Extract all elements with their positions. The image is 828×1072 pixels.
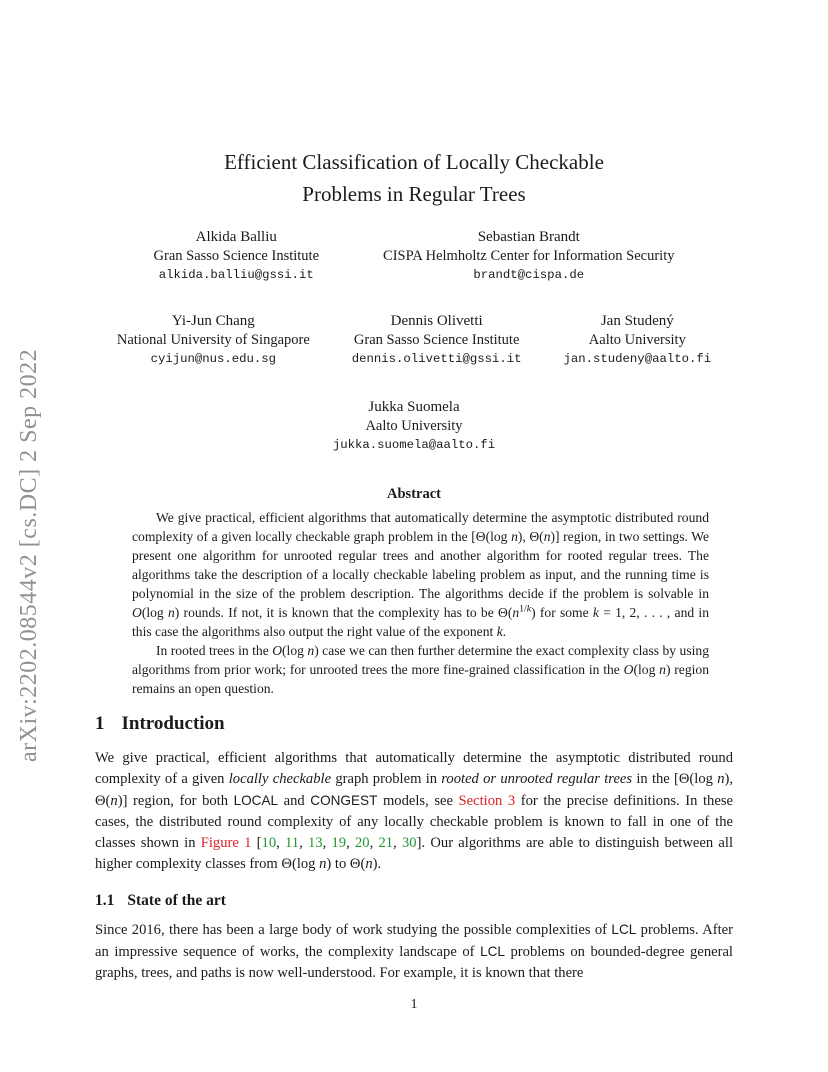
text-run: n [307, 643, 315, 658]
text-run: ). [372, 856, 382, 872]
text-run: k [496, 624, 503, 639]
text-run: ) region remains an open question. [132, 662, 709, 696]
page-number: 1 [410, 997, 418, 1012]
author-name: Sebastian Brandt [477, 229, 580, 245]
introduction-paragraph-1 [95, 748, 733, 875]
text-run: problems on bounded-degree general graphs, trees, and paths is now well-understood. For example, it is known that there [95, 944, 733, 981]
text-run: In rooted trees in the [156, 643, 273, 658]
text-run: in the [Θ(log [632, 771, 718, 787]
author-email: cyijun@nus.edu.sg [150, 352, 277, 366]
state-of-the-art-paragraph-1 [95, 919, 733, 984]
authors-row-3 [95, 397, 733, 454]
text-run: LOCAL [233, 793, 279, 808]
text-run: n [110, 793, 118, 809]
text-run: (log [141, 605, 168, 620]
author-block [333, 397, 495, 454]
text-run: , [322, 835, 332, 851]
text-run: n [319, 856, 327, 872]
text-run: graph problem in [331, 771, 442, 787]
text-run: ]. Our algorithms are able to distinguish between all higher complexity classes from Θ(log [95, 835, 733, 872]
ref-section-3[interactable]: Section 3 [458, 793, 516, 809]
author-affiliation: CISPA Helmholtz Center for Information Security [383, 248, 675, 264]
author-block [352, 311, 522, 368]
section-title: Introduction [121, 713, 225, 734]
section-number: 1 [95, 713, 105, 734]
text-run: , [299, 835, 308, 851]
text-run: n [543, 529, 551, 544]
cite-21[interactable]: 21 [378, 835, 394, 851]
text-run: , [369, 835, 379, 851]
text-run: , [346, 835, 355, 851]
text-run: ) case we can then further determine the exact complexity class by using algorithms from prior work; for unrooted trees the more fine-grained classification in the [132, 643, 709, 677]
arxiv-identifier-label: arXiv:2202.08544v2 [cs.DC] 2 Sep 2022 [16, 348, 42, 762]
text-run: (log [633, 662, 660, 677]
text-run: 1/ [519, 603, 527, 615]
cite-11[interactable]: 11 [285, 835, 300, 851]
abstract-section [95, 485, 733, 698]
text-run: for the precise definitions. In these cases, the distributed round complexity of any locally checkable problem is known to fall in one of the classes shown in [95, 793, 733, 851]
abstract-heading: Abstract [387, 486, 441, 502]
text-run: models, see [377, 793, 459, 809]
author-email: jan.studeny@aalto.fi [563, 352, 712, 366]
text-run: n [659, 662, 666, 677]
text-run: Since 2016, there has been a large body of work studying the possible complexities of [95, 922, 612, 938]
text-run: n [167, 605, 175, 620]
author-block [154, 227, 320, 284]
text-run: problems. After an impressive sequence of works, the complexity landscape of [95, 922, 733, 960]
author-email: dennis.olivetti@gssi.it [351, 352, 522, 366]
author-block [564, 311, 712, 368]
text-run: )] region, for both [117, 793, 234, 809]
text-run: LCL [480, 944, 505, 959]
cite-20[interactable]: 20 [355, 835, 370, 851]
text-run: )] region, in two settings. We present one algorithm for unrooted regular trees and another algorithm for rooted regular trees. The algorithms take the description of a locally checkable labeling problem as input, and the running time is polynomial in the size of the problem description. The algorithms decide if the problem is solvable in [132, 529, 710, 601]
abstract-paragraph-2 [132, 641, 709, 698]
authors-row-2 [95, 311, 733, 368]
author-name: Alkida Balliu [195, 229, 277, 245]
text-run: O [623, 662, 634, 677]
cite-13[interactable]: 13 [308, 835, 323, 851]
author-name: Yi-Jun Chang [171, 313, 255, 329]
author-name: Jan Studený [600, 313, 674, 329]
text-run: rooted or unrooted regular trees [441, 771, 633, 787]
text-run: O [132, 605, 142, 620]
author-block [383, 227, 674, 284]
subsection-number: 1.1 [95, 892, 115, 909]
paper-title-line2: Problems in Regular Trees [302, 182, 526, 206]
cite-19[interactable]: 19 [331, 835, 347, 851]
author-affiliation: Gran Sasso Science Institute [353, 332, 520, 348]
author-affiliation: National University of Singapore [116, 332, 310, 348]
text-run: , [393, 835, 402, 851]
author-email: brandt@cispa.de [473, 268, 585, 282]
text-run: O [272, 643, 283, 658]
abstract-paragraph-1 [132, 508, 709, 641]
text-run: locally checkable [228, 771, 332, 787]
paper-title [95, 146, 733, 210]
author-name: Jukka Suomela [368, 399, 460, 415]
text-run: We give practical, efficient algorithms that automatically determine the asymptotic distributed round complexity of a given [95, 750, 733, 787]
paper-content [95, 0, 733, 984]
cite-30[interactable]: 30 [402, 835, 417, 851]
subsection-heading-state-of-the-art [95, 892, 733, 910]
section-heading-introduction [95, 713, 733, 735]
text-run: (log [282, 643, 308, 658]
text-run: n [512, 605, 520, 620]
paper-title-line1: Efficient Classification of Locally Checkable [224, 150, 604, 174]
author-affiliation: Aalto University [365, 418, 463, 434]
text-run: [ [251, 835, 262, 851]
text-run: and [278, 793, 311, 809]
subsection-title: State of the art [127, 892, 226, 909]
ref-figure-1[interactable]: Figure 1 [200, 835, 252, 851]
text-run: . [502, 624, 507, 639]
text-run: ) to Θ( [326, 856, 366, 872]
text-run: ), Θ( [517, 529, 544, 544]
text-run: n [511, 529, 518, 544]
author-affiliation: Aalto University [588, 332, 686, 348]
text-run: n [717, 771, 725, 787]
cite-10[interactable]: 10 [261, 835, 277, 851]
text-run: ) for some [531, 605, 593, 620]
text-run: k [592, 605, 599, 620]
author-affiliation: Gran Sasso Science Institute [153, 248, 320, 264]
text-run: n [365, 856, 373, 872]
text-run: We give practical, efficient algorithms that automatically determine the asymptotic distributed round complexity of a given locally checkable graph problem in the [Θ(log [132, 510, 709, 544]
author-block [117, 311, 310, 368]
author-email: alkida.balliu@gssi.it [158, 268, 314, 282]
author-name: Dennis Olivetti [390, 313, 483, 329]
author-email: jukka.suomela@aalto.fi [332, 438, 496, 452]
text-run: k [526, 603, 532, 615]
text-run: ), Θ( [95, 771, 733, 809]
authors-row-1 [95, 227, 733, 284]
text-run: = 1, 2, . . . , and in this case the algorithms also output the right value of the exponent [132, 605, 709, 639]
text-run: , [276, 835, 286, 851]
text-run: ) rounds. If not, it is known that the complexity has to be Θ( [174, 605, 513, 620]
text-run: LCL [611, 922, 637, 937]
text-run: CONGEST [310, 793, 378, 808]
